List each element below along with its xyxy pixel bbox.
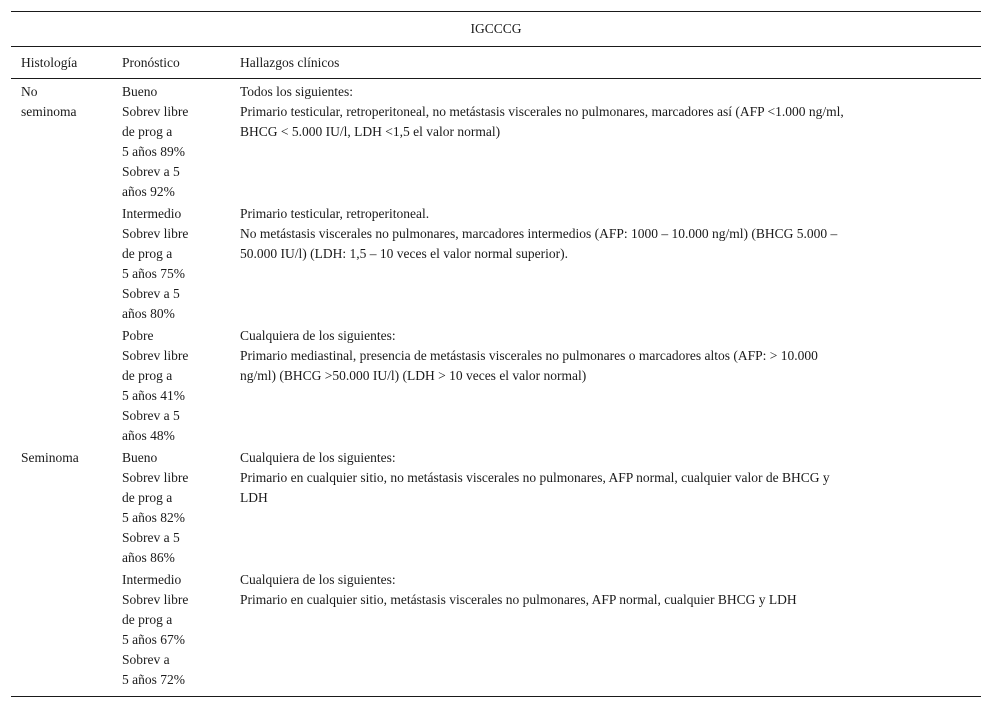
prognosis-cell (122, 82, 240, 202)
findings-line: Primario testicular, retroperitoneal. (240, 206, 430, 221)
findings-line: Cualquiera de los siguientes: (240, 450, 396, 465)
prognosis-label: Bueno (122, 84, 158, 99)
header-hallazgos: Hallazgos clínicos (240, 55, 340, 70)
histology-line: Seminoma (21, 450, 79, 465)
prognosis-line: Sobrev a 5 (122, 164, 180, 179)
table-body (11, 79, 981, 696)
findings-cell (240, 204, 981, 324)
prognosis-line: Sobrev libre (122, 226, 189, 241)
prognosis-line: 5 años 89% (122, 144, 185, 159)
prognosis-line: 5 años 41% (122, 388, 185, 403)
prognosis-label: Bueno (122, 450, 158, 465)
prognosis-line: de prog a (122, 124, 173, 139)
table-row (122, 570, 981, 690)
group-rows (122, 448, 981, 692)
findings-cell (240, 82, 981, 202)
header-pronostico: Pronóstico (122, 55, 180, 70)
table-row (122, 204, 981, 324)
igcccg-table (11, 11, 981, 697)
histology-cell (11, 82, 122, 448)
prognosis-label: Intermedio (122, 206, 182, 221)
table-row (122, 448, 981, 568)
prognosis-line: Sobrev a (122, 652, 170, 667)
prognosis-label: Pobre (122, 328, 154, 343)
prognosis-line: Sobrev libre (122, 104, 189, 119)
prognosis-line: Sobrev a 5 (122, 530, 180, 545)
prognosis-line: Sobrev libre (122, 348, 189, 363)
histology-cell (11, 448, 122, 692)
prognosis-label: Intermedio (122, 572, 182, 587)
histology-line: No (21, 84, 38, 99)
prognosis-line: Sobrev a 5 (122, 408, 180, 423)
prognosis-line: 5 años 67% (122, 632, 185, 647)
findings-line: Cualquiera de los siguientes: (240, 328, 396, 343)
findings-cell (240, 448, 981, 568)
findings-line: BHCG < 5.000 IU/l, LDH <1,5 el valor normal) (240, 124, 501, 139)
prognosis-line: de prog a (122, 368, 173, 383)
prognosis-line: de prog a (122, 490, 173, 505)
table-title: IGCCCG (470, 21, 522, 36)
header-histologia: Histología (21, 55, 78, 70)
prognosis-line: Sobrev libre (122, 592, 189, 607)
prognosis-line: de prog a (122, 246, 173, 261)
bottom-rule (11, 696, 981, 697)
findings-line: No metástasis viscerales no pulmonares, marcadores intermedios (AFP: 1000 – 10.000 ng/ml) (BHCG 5.000 – (240, 226, 838, 241)
prognosis-cell (122, 448, 240, 568)
findings-line: ng/ml) (BHCG >50.000 IU/l) (LDH > 10 veces el valor normal) (240, 368, 587, 383)
prognosis-line: años 92% (122, 184, 175, 199)
findings-line: Primario en cualquier sitio, no metástasis viscerales no pulmonares, AFP normal, cualquier valor de BHCG y (240, 470, 830, 485)
prognosis-line: de prog a (122, 612, 173, 627)
prognosis-line: años 80% (122, 306, 175, 321)
group-rows (122, 82, 981, 448)
table-row (122, 82, 981, 202)
prognosis-line: Sobrev libre (122, 470, 189, 485)
prognosis-cell (122, 326, 240, 446)
histology-line: seminoma (21, 104, 77, 119)
findings-line: Primario en cualquier sitio, metástasis viscerales no pulmonares, AFP normal, cualquier BHCG y LDH (240, 592, 797, 607)
findings-line: Primario testicular, retroperitoneal, no metástasis viscerales no pulmonares, marcadores así (AFP <1.000 ng/ml, (240, 104, 844, 119)
prognosis-line: años 86% (122, 550, 175, 565)
prognosis-cell (122, 204, 240, 324)
histology-group-seminoma (11, 448, 981, 692)
findings-line: 50.000 IU/l) (LDH: 1,5 – 10 veces el valor normal superior). (240, 246, 569, 261)
findings-line: Todos los siguientes: (240, 84, 354, 99)
findings-line: LDH (240, 490, 268, 505)
findings-line: Primario mediastinal, presencia de metástasis viscerales no pulmonares o marcadores altos (AFP: > 10.000 (240, 348, 818, 363)
prognosis-line: 5 años 72% (122, 672, 185, 687)
prognosis-cell (122, 570, 240, 690)
table-row (122, 326, 981, 446)
prognosis-line: años 48% (122, 428, 175, 443)
findings-line: Cualquiera de los siguientes: (240, 572, 396, 587)
prognosis-line: 5 años 75% (122, 266, 185, 281)
prognosis-line: 5 años 82% (122, 510, 185, 525)
histology-group-no-seminoma (11, 82, 981, 448)
findings-cell (240, 326, 981, 446)
header-row (11, 47, 981, 78)
prognosis-line: Sobrev a 5 (122, 286, 180, 301)
findings-cell (240, 570, 981, 690)
